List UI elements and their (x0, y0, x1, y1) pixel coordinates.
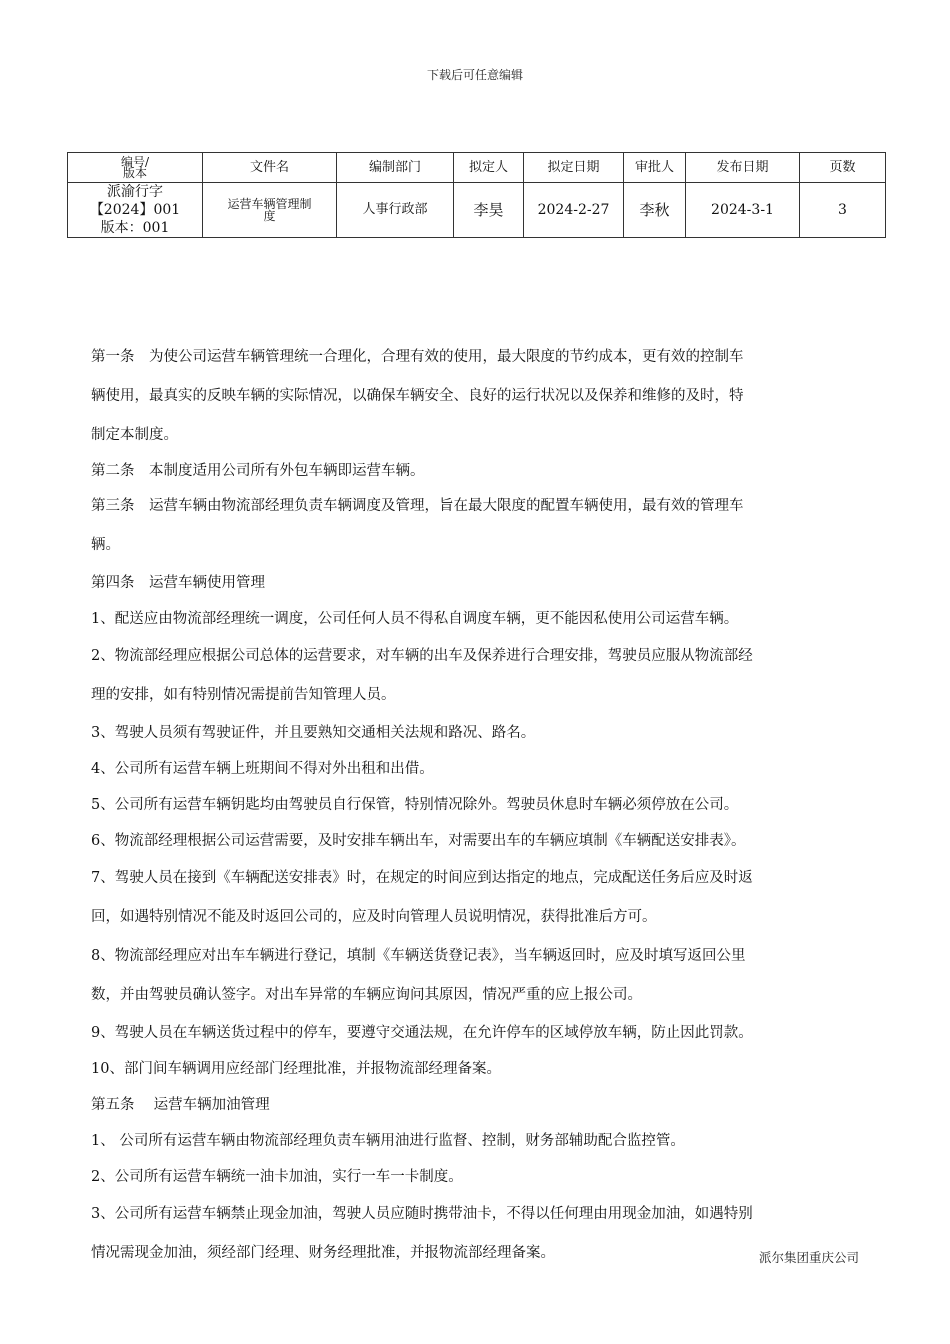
paragraph-line: 第二条 本制度适用公司所有外包车辆即运营车辆。 (91, 463, 425, 479)
paragraph-line: 1、 公司所有运营车辆由物流部经理负责车辆用油进行监督、控制，财务部辅助配合监控管。 (91, 1133, 685, 1149)
paragraph-line: 7、驾驶人员在接到《车辆配送安排表》时，在规定的时间应到达指定的地点，完成配送任务后应及时返 (91, 870, 753, 886)
paragraph-line: 情况需现金加油，须经部门经理、财务经理批准，并报物流部经理备案。 (91, 1245, 555, 1261)
company-footer: 派尔集团重庆公司 (758, 1250, 859, 1265)
paragraph-line: 第四条 运营车辆使用管理 (91, 575, 265, 591)
paragraph-line: 5、公司所有运营车辆钥匙均由驾驶员自行保管，特别情况除外。驾驶员休息时车辆必须停放在公司。 (91, 797, 739, 813)
cell-pages: 3 (800, 183, 886, 238)
header-approver: 审批人 (624, 153, 686, 183)
paragraph-line: 数，并由驾驶员确认签字。对出车异常的车辆应询问其原因，情况严重的应上报公司。 (91, 987, 642, 1003)
cell-approver: 李秋 (624, 183, 686, 238)
paragraph-line: 1、配送应由物流部经理统一调度，公司任何人员不得私自调度车辆，更不能因私使用公司运营车辆。 (91, 611, 739, 627)
header-number-version: 编号/ 版本 (68, 153, 203, 183)
paragraph-line: 9、驾驶人员在车辆送货过程中的停车，要遵守交通法规，在允许停车的区域停放车辆，防止因此罚款。 (91, 1025, 753, 1041)
paragraph-line: 辆使用，最真实的反映车辆的实际情况，以确保车辆安全、良好的运行状况以及保养和维修的及时，特 (91, 388, 744, 404)
header-file-name: 文件名 (203, 153, 337, 183)
header-department: 编制部门 (337, 153, 454, 183)
header-publish-date: 发布日期 (686, 153, 800, 183)
cell-department: 人事行政部 (337, 183, 454, 238)
table-header-row (68, 153, 886, 183)
header-drafter: 拟定人 (454, 153, 524, 183)
cell-number-version: 派渝行字 【2024】001 版本：001 (68, 183, 203, 238)
paragraph-line: 第三条 运营车辆由物流部经理负责车辆调度及管理，旨在最大限度的配置车辆使用，最有效的管理车 (91, 498, 744, 514)
paragraph-line: 3、公司所有运营车辆禁止现金加油，驾驶人员应随时携带油卡，不得以任何理由用现金加油，如遇特别 (91, 1206, 753, 1222)
cell-drafter: 李昊 (454, 183, 524, 238)
paragraph-line: 理的安排，如有特别情况需提前告知管理人员。 (91, 687, 396, 703)
table-value-row (68, 183, 886, 238)
document-meta-table (67, 152, 886, 238)
paragraph-line: 4、公司所有运营车辆上班期间不得对外出租和出借。 (91, 761, 434, 777)
cell-publish-date: 2024-3-1 (686, 183, 800, 238)
paragraph-line: 第五条 运营车辆加油管理 (91, 1097, 270, 1113)
paragraph-line: 回，如遇特别情况不能及时返回公司的，应及时向管理人员说明情况，获得批准后方可。 (91, 909, 657, 925)
paragraph-line: 3、驾驶人员须有驾驶证件，并且要熟知交通相关法规和路况、路名。 (91, 725, 536, 741)
download-note: 下载后可任意编辑 (426, 68, 523, 82)
paragraph-line: 6、物流部经理根据公司运营需要，及时安排车辆出车，对需要出车的车辆应填制《车辆配送安排表》。 (91, 833, 746, 849)
cell-draft-date: 2024-2-27 (524, 183, 624, 238)
regulation-body (91, 338, 851, 1273)
cell-file-name: 运营车辆管理制 度 (203, 183, 337, 238)
paragraph-line: 10、部门间车辆调用应经部门经理批准，并报物流部经理备案。 (91, 1061, 501, 1077)
paragraph-line: 第一条 为使公司运营车辆管理统一合理化，合理有效的使用，最大限度的节约成本，更有效的控制车 (91, 349, 744, 365)
paragraph-line: 2、公司所有运营车辆统一油卡加油，实行一车一卡制度。 (91, 1169, 463, 1185)
paragraph-line: 辆。 (91, 537, 120, 553)
header-pages: 页数 (800, 153, 886, 183)
header-draft-date: 拟定日期 (524, 153, 624, 183)
paragraph-line: 制定本制度。 (91, 427, 178, 443)
paragraph-line: 8、物流部经理应对出车车辆进行登记，填制《车辆送货登记表》，当车辆返回时，应及时填写返回公里 (91, 948, 746, 964)
paragraph-line: 2、物流部经理应根据公司总体的运营要求，对车辆的出车及保养进行合理安排，驾驶员应服从物流部经 (91, 648, 753, 664)
